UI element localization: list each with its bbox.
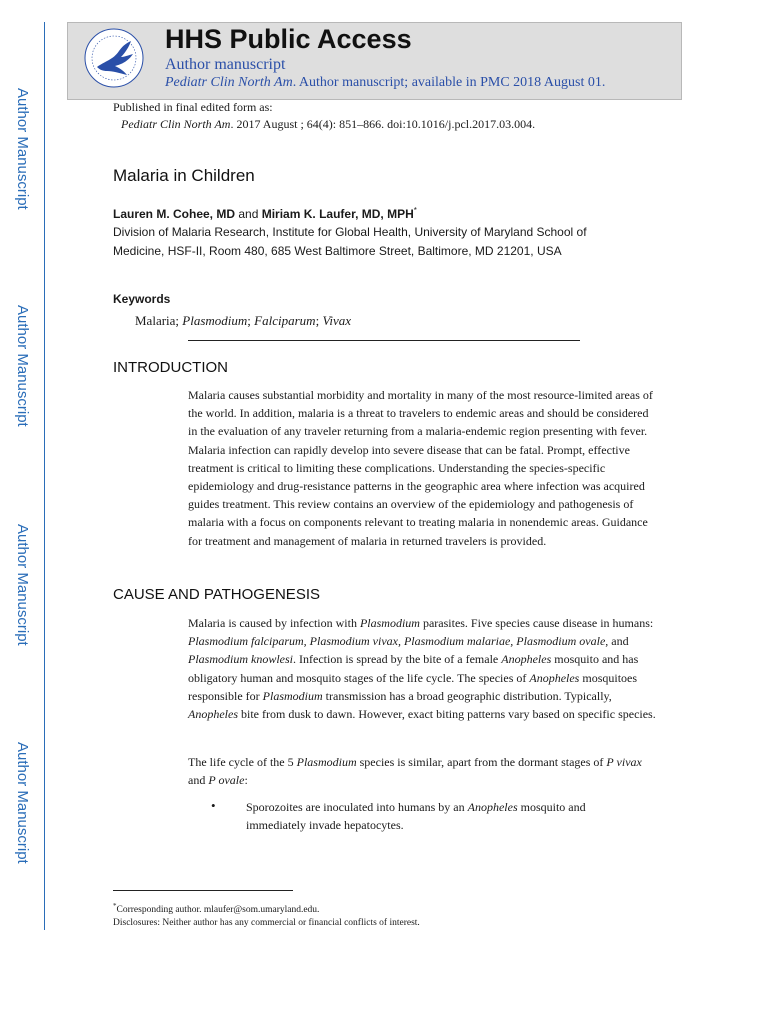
footnote-disclosures: Disclosures: Neither author has any commercial or financial conflicts of interest. bbox=[113, 918, 420, 928]
section-heading-cause: CAUSE AND PATHOGENESIS bbox=[113, 586, 320, 603]
author-line: Lauren M. Cohee, MD and Miriam K. Laufer, MD, MPH* bbox=[113, 206, 417, 221]
keywords-list: Malaria; Plasmodium; Falciparum; Vivax bbox=[135, 313, 352, 328]
hhs-eagle-seal-icon bbox=[83, 27, 145, 89]
author-affiliation: Division of Malaria Research, Institute for Global Health, University of Maryland School of Medicine, HSF-II, Room 480, 685 West Baltimore Street, Baltimore, MD 21201, USA bbox=[113, 225, 587, 258]
banner-availability: Pediatr Clin North Am. Author manuscript; available in PMC 2018 August 01. bbox=[165, 75, 606, 90]
cause-paragraph-2: The life cycle of the 5 Plasmodium species is similar, apart from the dormant stages of P vivax and P ovale: bbox=[188, 755, 642, 788]
footnote-rule bbox=[113, 890, 293, 891]
article-title: Malaria in Children bbox=[113, 166, 255, 185]
banner-title: HHS Public Access bbox=[165, 24, 412, 54]
section-heading-introduction: INTRODUCTION bbox=[113, 359, 228, 376]
margin-divider bbox=[44, 22, 45, 930]
bullet-marker: • bbox=[211, 798, 216, 813]
keywords-heading: Keywords bbox=[113, 292, 171, 306]
published-label: Published in final edited form as: bbox=[113, 100, 273, 114]
divider-rule bbox=[188, 340, 580, 341]
list-item: Sporozoites are inoculated into humans by an Anopheles mosquito and immediately invade hepatocytes. bbox=[246, 800, 586, 833]
footnote-corresponding: *Corresponding author. mlaufer@som.umaryland.edu. bbox=[113, 902, 320, 916]
published-citation: Pediatr Clin North Am. 2017 August ; 64(4): 851–866. doi:10.1016/j.pcl.2017.03.004. bbox=[121, 117, 536, 131]
banner-subtitle: Author manuscript bbox=[165, 56, 286, 73]
introduction-paragraph: Malaria causes substantial morbidity and mortality in many of the most resource-limited areas of the world. In addition, malaria is a threat to travelers to endemic areas and should be considered in the evaluation of any traveler returning from a malaria-endemic region presenting with fever. Malaria infection can rapidly develop into severe disease that can be fatal. Prompt, effective treatment is critical to limiting these complications. Understanding the species-specific epidemiology and drug-resistance patterns in the geographic area where infection was acquired guides treatment. This review contains an overview of the epidemiology and pathogenesis of malaria with a focus on components relevant to treating malaria in nonendemic areas. Guidance for treatment and management of malaria in returned travelers is provided. bbox=[188, 388, 653, 548]
cause-paragraph-1: Malaria is caused by infection with Plasmodium parasites. Five species cause disease in humans: Plasmodium falciparum, Plasmodium vivax, Plasmodium malariae, Plasmodium ovale, and Plasmodium knowlesi. Infection is spread by the bite of a female Anopheles mosquito and has obligatory human and mosquito stages of the life cycle. The species of Anopheles mosquitoes responsible for Plasmodium transmission has a broad geographic distribution. Typically, Anopheles bite from dusk to dawn. However, exact biting patterns vary based on specific species. bbox=[188, 616, 656, 722]
